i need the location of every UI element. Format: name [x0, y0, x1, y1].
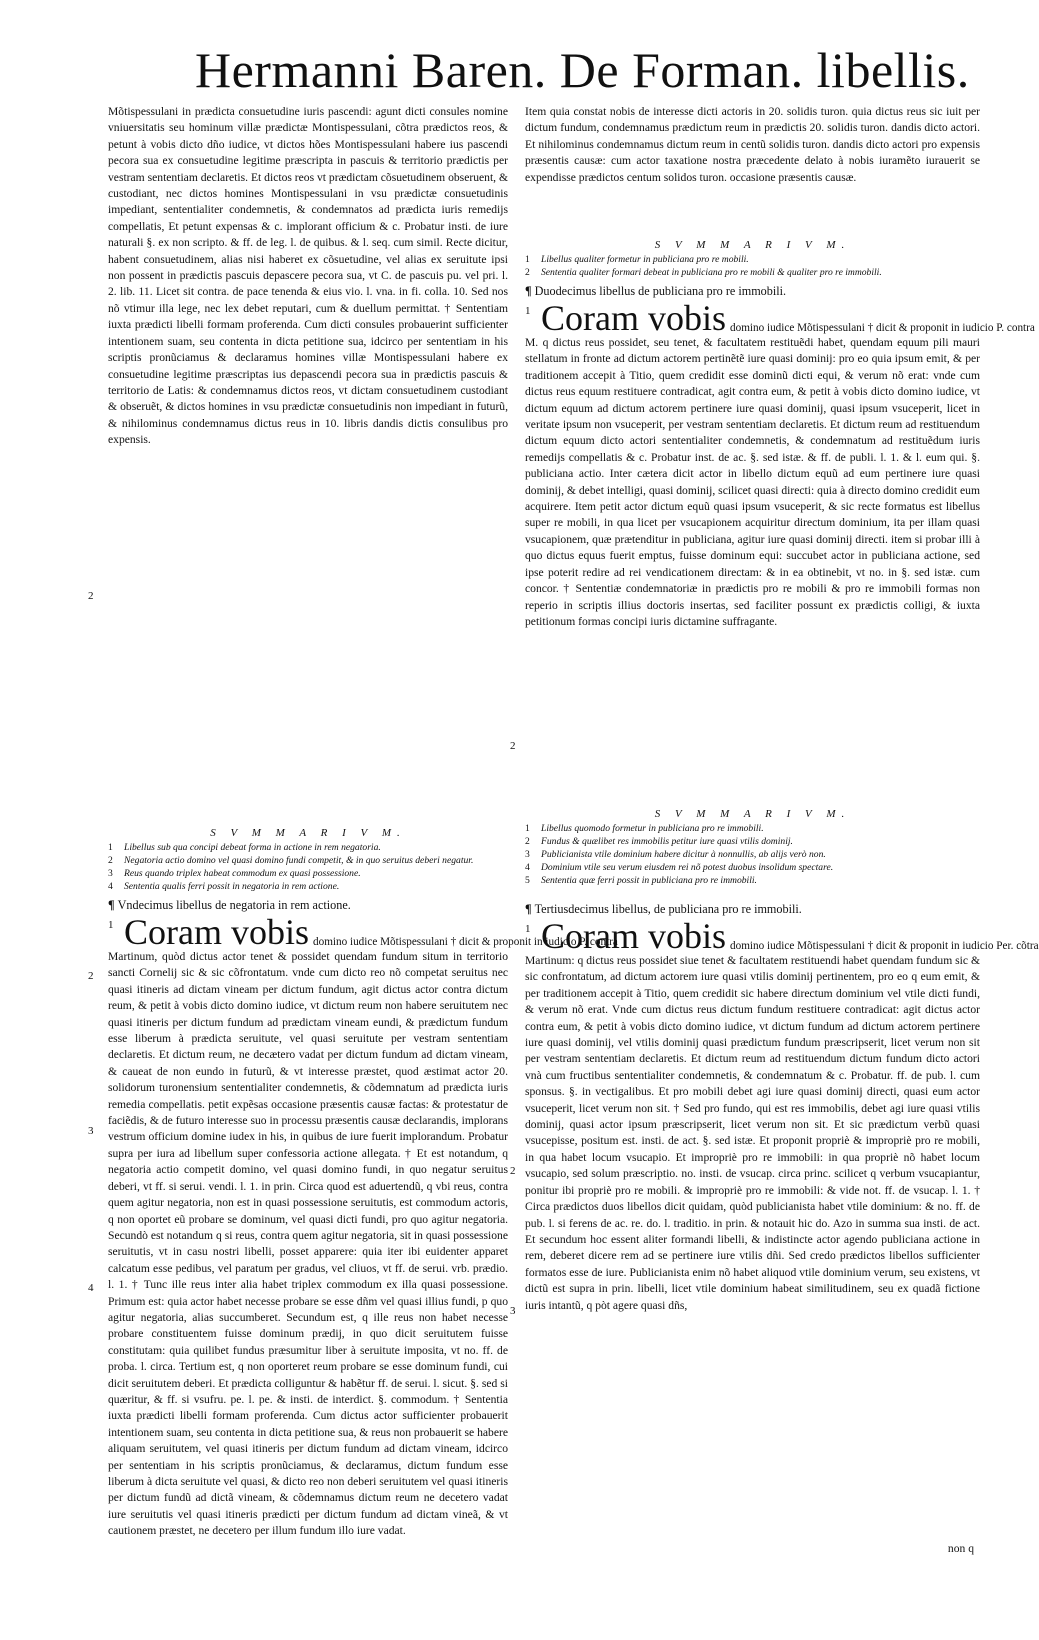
running-title: Hermanni Baren. De Forman. libellis. — [195, 42, 970, 98]
summarium-item — [108, 854, 508, 867]
summarium-item — [525, 266, 980, 279]
margin-number: 1 — [525, 305, 531, 317]
summarium-item-text: Fundus & quælibet res immobilis petitur iure quasi vtilis dominij. — [541, 836, 793, 847]
pilcrow-icon: ¶ — [525, 902, 532, 916]
coram-side-text: domino iudice Mõtispessulani † dicit & proponit in iudicio Per. cõtra — [730, 940, 1039, 952]
summarium-item-text: Libellus sub qua concipi debeat forma in actione in rem negatoria. — [124, 842, 381, 853]
summarium-item-text: Sententia quæ ferri possit in publiciana pro re immobili. — [541, 875, 757, 886]
summarium-item-number: 1 — [108, 842, 113, 853]
summarium-item-number: 4 — [525, 862, 530, 873]
pilcrow-icon: ¶ — [108, 898, 115, 912]
summarium-item-number: 1 — [525, 254, 530, 265]
margin-number: 3 — [88, 1125, 94, 1137]
right-body2-block — [525, 953, 980, 1541]
summarium-item-text: Reus quando triplex habeat commodum ex quasi possessione. — [124, 868, 361, 879]
section-heading-text: Vndecimus libellus de negatoria in rem actione. — [117, 898, 351, 912]
margin-number: 2 — [88, 970, 94, 982]
right-body-block — [525, 335, 980, 805]
summarium-list — [525, 253, 980, 279]
summarium-item-number: 3 — [108, 868, 113, 879]
coram-opening — [525, 916, 1039, 956]
margin-number: 1 — [525, 923, 531, 935]
summarium-heading: S V M M A R I V M. — [654, 808, 851, 820]
right-column — [525, 104, 1039, 1610]
coram-side-text: domino iudice Mõtispessulani † dicit & proponit in iudicio P. contra — [730, 322, 1035, 334]
margin-number: 2 — [510, 740, 516, 752]
summarium-item — [525, 848, 980, 861]
right-body-text: M. q dictus reus possidet, seu tenet, & facultatem restituẽdi habet, quendam equum pili mauri stellatum in fronte ad dictum actorem pertinẽtẽ iure quasi dominij: pro eo quia ipsum emit, & per traditionem accepit à Titio, quem credidit esse dominũ dicti equi, & verum nõ erat: vnde cum dictus reus equum restituere contradicat, agit contra eum, & petit à vobis dicto domino iudice, vt dictum equum ad dictum actorem pertinere iure quasi dominij, quasi ipsum vsuceperit, licet in veritate ipsum non vsuceperit, per vestram sententiam declaretis. Et dictum reum ad restituendum dictum equum dicto actori sententialiter condemnetis, & condemnatum ad restituẽdum iuris remedijs compellatis & c. Probatur inst. de ac. §. sed istæ. & ff. de publi. l. 1. & l. eum qui. §. publiciana actio. Inter cætera dicit actor in libello dictum equũ ad eum pertinere iure quasi dominij, & debet intelligi, quasi dominij, scilicet quasi directi: quia à directo domino credidit eum acquirere. Item petit actor dictum equũ quasi ipsum vsuceperit, & sic recte formatus est libellus super re mobili, in qua licet per vsucapionem acquiritur directum dominium, ita per illam quasi vsucapionem, quæ prætenditur in publiciana, agitur iure quasi dominij directi. item si probar illi à quo dictus equus fuerit emptus, fuisse dominum equi: succubet actor in publiciana actione, sed ipse poterit redire ad rei vendicationem directam: & in ea obtinebit, vt no. in §. sed istæ. cum concor. † Sententiæ condemnatoriæ in prædictis pro re mobili & pro re immobili formas non reperio in scriptis illius doctoris insertas, sed faciliter possunt ex prædictis colligi, & iuxta petitionum formas concipi iuris dictamine suffragante. — [525, 336, 980, 628]
section-heading — [108, 897, 508, 913]
summarium-item-text: Libellus quomodo formetur in publiciana pro re immobili. — [541, 823, 764, 834]
summarium-list — [525, 822, 980, 887]
coram-initial-words: Coram vobis — [124, 912, 309, 952]
summarium-item-text: Libellus qualiter formetur in publiciana pro re mobili. — [541, 254, 749, 265]
pilcrow-icon: ¶ — [525, 284, 532, 298]
coram-opening — [108, 912, 618, 952]
left-continuation-text: Mõtispessulani in prædicta consuetudine iuris pascendi: agunt dicti consules nomine vniuersitatis seu hominum villæ prædictæ Montispessulani, cõtra prædictos reos, & petunt à vobis dicto dño iudice, vt dictos hões Montispessulani habere ius pascendi pecora sua ex consuetudine legitime præscripta in pascuis & territorio prædictis per vestram sententiam declaretis. Et dictos reos vt prædictam cõsuetudinem obseruent, & custodiant, nec dictos homines Montispessulani in vsu prædictæ consuetudinis impediant, sententialiter condemnetis, & condemnatos ad prædicta iuris remedijs compellatis, Et petunt expensas & c. implorant officium & c. Probatur insti. de iure naturali §. ex non scripto. & ff. de leg. l. de quibus. & l. seq. cum simil. Recte dicitur, habent consuetudinem, alias nisi haberet ex cõsuetudine, vel alias ex seruitute ipsi non possent in prædictis pascuis depascere pecora sua, vt C. de pascuis pu. vel pri. l. 2. lib. 11. Licet sit contra. de pace tenenda & eius vio. l. vna. in fi. colla. 10. Sed nos nõ vtimur illa lege, nec lex debet reputari, cum & duellum permittat. † Sententiam iuxta prædicti libelli formam proferenda. Cum dicti consules probauerint sufficienter intentionem suam, seu contenta in dicta petitione sua, idcirco per sententiam in his scriptis pronũciamus & declaramus homines villæ Montispessulani habere ex consuetudine legitime præscriptas ius depascendi pecora sua in prædictis pascuis & territorio de Latis: & condemnamus dictos reos, vt dictam consuetudinem custodiant & obseruẽt, & dictos homines in vsu prædictæ consuetudinis non impediant in futurũ, & nihilominus condemnamus dictus reus in 10. libris dandis dictis consulibus pro expensis. — [108, 105, 508, 447]
summarium-item-text: Dominium vtile seu verum eiusdem rei nõ potest duobus insolidum spectare. — [541, 862, 834, 873]
margin-number: 3 — [510, 1305, 516, 1317]
summarium-item-text: Publicianista vtile dominium habere dicitur à nonnullis, ab alijs verò non. — [541, 849, 826, 860]
margin-number: 2 — [510, 1165, 516, 1177]
section-heading-text: Tertiusdecimus libellus, de publiciana pro re immobili. — [534, 902, 802, 916]
section-heading — [525, 283, 980, 299]
coram-opening — [525, 298, 1035, 338]
right-continuation-text: Item quia constat nobis de interesse dicti actoris in 20. solidis turon. quia dictus reus sic iuit per dictum fundum, condemnamus prædictum reum in prædictis 20. solidis turon. dandis dicto actori. Et nihilominus condemnamus dictum reum in centũ solidis turon. dandis dicto actori pro expensis præsentis causæ: cum actor taxatione nostra præcedente delato à nobis iuramẽto iurauerit se expendisse prædictos centum solidos turon. occasione præsentis causæ. — [525, 105, 980, 184]
margin-number: 1 — [108, 919, 114, 931]
summarium-heading: S V M M A R I V M. — [210, 827, 406, 839]
summarium-item-text: Sententia qualis ferri possit in negatoria in rem actione. — [124, 881, 340, 892]
right-body2-text: Martinum: q dictus reus possidet siue tenet & facultatem restituendi habet quendam fundum sic & sic confrontatum, ad dictum actorem iure quasi vtilis dominij pertinentem, pro eo q eum emit, & per traditionem accepit à Titio, quem credidit sic habere directum dominium vel vtile dicti fundi, & verum nõ erat. Vnde cum dictus reus dictum fundum restituere contradicat: agit dictus actor contra eum, & petit à vobis dicto domino iudice, vt dictum fundum ad dictum actorem pertinere iure quasi dominij, vel vtilis dominij quasi prædictum fundum præscripserit, licet verum non sit per vestram sententiam declaretis. Et dictum reum ad restituendum dictum fundum dicto actori vnà cum fructibus sententialiter condemnetis, & condemnatum & c. Probatur. ff. de pub. l. cum sponsus. §. in vectigalibus. Et pro mobili debet agi iure quasi dominij directi, quasi eum actor vsuceperit, licet verum non sit. † Sed pro fundo, qui est res immobilis, debet agi iure quasi vtilis dominij, quasi actor ipsum præscripserit, licet verum non sit. Et sic prædictum verbũ quasi vsucepisse, positum est. insti. de act. §. sed istæ. Et proponit propriè & impropriè pro re mobili, in qua habet locum vsucapio. Et impropriè pro re immobili: in qua propriè nõ habet locum vsucapio, sed solum præscriptio. no. insti. de vsucap. circa princ. scilicet q verbum vsucapiantur, ponitur ibi propriè pro re mobili. & impropriè pro re immobili: & vide not. ff. de vsucap. l. 1. † Circa prædictos duos libellos dicit quidam, quòd publicianista habet vtile dominium: & no. ff. de pub. l. si ferens de ac. re. do. l. traditio. in prin. & notauit hic do. Azo in summa sua insti. de act. Et secundum hoc essent aliter formandi libelli, & indistincte actor agendo publiciana actione in rem, deberet dicere rem ad se pertinere iure vtilis dñi. Sed credo prædictos libellos sufficienter formatos esse de iure. Publicianista enim nõ habet aliquod vtile dominium verum, seu existens, vt dictũ est supra in prin. libelli, licet vtile dominium habeat similitudinem, seu ex quadã fictione iuris intantũ, q pòt agere quasi dñs, — [525, 954, 980, 1312]
summarium-item-number: 2 — [108, 855, 113, 866]
summarium-item-text: Negatoria actio domino vel quasi domino fundi competit, & in quo seruitus deberi negatur. — [124, 855, 474, 866]
summarium-item-number: 2 — [525, 836, 530, 847]
right-continuation-block — [525, 104, 980, 236]
summarium-item — [525, 822, 980, 835]
left-column — [108, 104, 618, 1610]
summarium-item-number: 3 — [525, 849, 530, 860]
summarium-item — [525, 253, 980, 266]
section-heading — [525, 901, 980, 917]
coram-side-text: domino iudice Mõtispessulani † dicit & proponit in iudicio P. contra — [313, 936, 618, 948]
summarium-item — [108, 867, 508, 880]
coram-initial-words: Coram vobis — [541, 298, 726, 338]
summarium-list — [108, 841, 508, 893]
summarium-item-number: 2 — [525, 267, 530, 278]
summarium-item-number: 4 — [108, 881, 113, 892]
coram-initial-words: Coram vobis — [541, 916, 726, 956]
summarium-heading: S V M M A R I V M. — [654, 239, 851, 251]
margin-number: 4 — [88, 1282, 94, 1294]
summarium-item-number: 5 — [525, 875, 530, 886]
left-body-block — [108, 949, 508, 1639]
left-body-text: Martinum, quòd dictus actor tenet & possidet quendam fundum situm in territorio sancti Cornelij sic & sic cõfrontatum. vnde cum dicto reo nõ competat seruitus nec quasi itineris ad dictam vineam per dictum fundum, agit dictus actor contra dictum reum, & petit à vobis dicto domino iudice, vt dictum reum non habere seruitutem nec quasi itineris per dictum fundum ad prædictam vineam eundi, & prædictum fundum esse liberum à prædicta seruitute, vel quasi seruitute per vestram sententiam declaretis. Et dictum reum, ne decætero vadat per dictum fundum ad dictam vineam, & caueat de non eundo in futurũ, & vt interesse præstet, quod æstimat actor 20. solidorum turonensium sententialiter condemnetis, & cõdemnatum ad prædicta iuris remedia compellatis. petit expẽsas occasione præsentis causæ factas: & protestatur de faciẽdis, & de futuro interesse suo in processu præsentis causæ declarandis, implorans vestrum officium domine iudex in his, in quibus de iure fuerit implorandum. Probatur supra per iura ad libellum super confessoria actione allegata. † Et est notandum, q negatoria actio competit domino, vel quasi domino fundi, in quo negatur seruitus deberi, vt ff. si serui. vendi. l. 1. in prin. Circa quod est aduertendũ, q vbi reus, contra quem agitur negatoria, non est in quasi possessione seruitutis, est commodum actoris, q non oportet eũ probare se dominum, vel quasi dicti fundi, pro quo agitur negatoria. Secundò est notandum q si reus, contra quem agitur negatoria, sit in quasi possessione seruitutis, vt in casu nostri libelli, posset apparere: quia iter ibi euidenter apparet calcatum esse pedibus, vel paratum per gradus, vel cliuos, vt ff. de serui. vrb. prædio. l. 1. † Tunc ille reus inter alia habet triplex commodum ex illa quasi possessione. Primum est: quia actor habet necesse probare se esse dñm vel quasi illius fundi, p quo agitur negatoria, alias succumberet. Secundum est, q ille reus non habet necesse probare constituentem fuisse dominum prædij, in quo dicit seruitutem fuisse constitutam: quia quilibet fundus præsumitur liber à seruitute imposita, vt no. ff. de proba. l. circa. Tertium est, q non oporteret reum probare se esse dominum fundi, cui dicit seruitutem deberi. Et prædicta colliguntur & habẽtur ff. de serui. l. sicut. §. sed si quæritur, & ff. si vsufru. pe. l. pe. & insti. de interdict. §. commodum. † Sententia iuxta prædicti libelli formam proferenda. Cum dictus actor sufficienter probauerit intentionem suam, seu contenta in dicta petitione sua, & reus non probauerit se habere aliquam seruitutem, vel quasi itineris per dictum fundum ad dictam vineam, idcirco per sententiam in his scriptis pronũciamus, & declaramus, dictum fundum esse liberum à dicta seruitute vel quasi, & dicto reo non deberi seruitutem vel quasi itineris per dictum fundũ ad dictã vineam, & cõdemnamus dictum reum ne decetero vadat iure seruitutis vel quasi itineris prædicti per dictum fundum ad dictam vineã, & vt cautionem præstet, ne decetero per illum fundum illo iure vadat. — [108, 950, 508, 1538]
summarium-item-text: Sententia qualiter formari debeat in publiciana pro re mobili & qualiter pro re immobili. — [541, 267, 882, 278]
summarium-item — [525, 835, 980, 848]
summarium-item — [525, 874, 980, 887]
summarium-item — [108, 841, 508, 854]
summarium-item-number: 1 — [525, 823, 530, 834]
summarium-item — [108, 880, 508, 893]
catchword: non q — [947, 1542, 974, 1555]
section-heading-text: Duodecimus libellus de publiciana pro re immobili. — [534, 284, 787, 298]
margin-number: 2 — [88, 590, 94, 602]
summarium-item — [525, 861, 980, 874]
